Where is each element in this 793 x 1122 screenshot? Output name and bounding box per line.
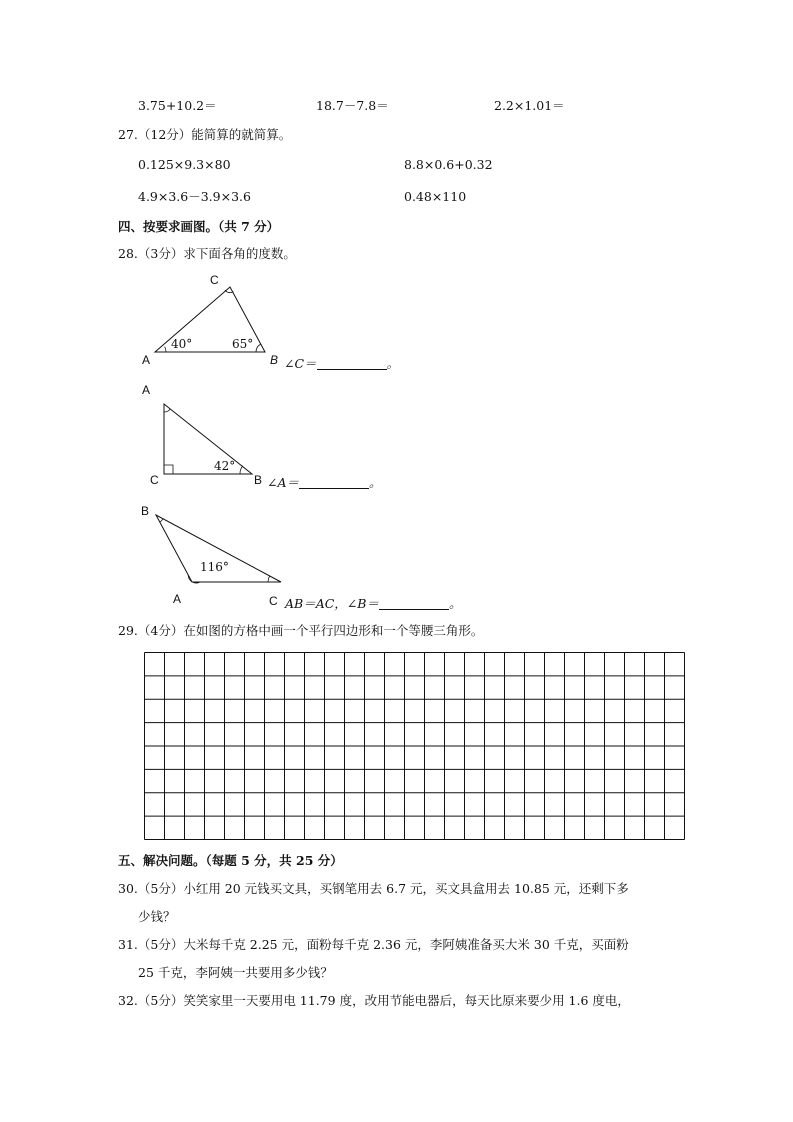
q27-item-a: 0.125×9.3×80 bbox=[138, 157, 231, 172]
tri1-angle-a: 40° bbox=[171, 337, 193, 351]
tri1-angle-b: 65° bbox=[232, 337, 254, 351]
drawing-grid[interactable] bbox=[144, 652, 685, 840]
q30-line-1: 30.（5分）小红用 20 元钱买文具，买钢笔用去 6.7 元，买文具盒用去 10.85 元，还剩下多 bbox=[118, 881, 629, 896]
q28-stem: 28.（3分）求下面各角的度数。 bbox=[118, 246, 296, 261]
tri1-label-c: C bbox=[210, 273, 219, 287]
q32-line-1: 32.（5分）笑笑家里一天要用电 11.79 度，改用节能电器后，每天比原来要少用 1.6 度电， bbox=[118, 993, 630, 1008]
tri2-answer: ∠A＝ 。 bbox=[267, 475, 382, 490]
tri1-label-b: B bbox=[270, 353, 279, 367]
tri3-label-b: B bbox=[141, 504, 150, 518]
q27-item-d: 0.48×110 bbox=[404, 189, 467, 204]
tri3-label-a: A bbox=[173, 592, 182, 606]
q27-stem: 27.（12分）能简算的就简算。 bbox=[118, 127, 292, 142]
tri1-answer: ∠C＝ 。 bbox=[284, 356, 400, 371]
q27-item-b: 8.8×0.6+0.32 bbox=[404, 157, 493, 172]
calc-item-18.7: 18.7－7.8＝ bbox=[316, 98, 389, 113]
tri2-label-b: B bbox=[254, 473, 263, 487]
angle-b-arc bbox=[160, 519, 163, 522]
tri3-label-c: C bbox=[269, 594, 278, 608]
calc-item-3.75: 3.75+10.2＝ bbox=[138, 98, 217, 113]
q27-item-c: 4.9×3.6－3.9×3.6 bbox=[138, 189, 251, 204]
tri2-label-c: C bbox=[150, 473, 159, 487]
tri1-label-a: A bbox=[142, 353, 151, 367]
calc-item-2.2: 2.2×1.01＝ bbox=[494, 98, 565, 113]
tri2-angle-b: 42° bbox=[214, 459, 236, 473]
tri3-answer-blank[interactable] bbox=[379, 597, 449, 610]
section-5-heading: 五、解决问题。（每题 5 分，共 25 分） bbox=[118, 853, 343, 868]
tri2-label-a: A bbox=[142, 383, 151, 397]
q30-line-2: 少钱？ bbox=[138, 909, 176, 924]
section-4-heading: 四、按要求画图。（共 7 分） bbox=[118, 219, 280, 234]
q31-line-1: 31.（5分）大米每千克 2.25 元，面粉每千克 2.36 元，李阿姨准备买大米 30 千克，买面粉 bbox=[118, 937, 629, 952]
tri3-angle-a: 116° bbox=[200, 560, 229, 574]
q31-line-2: 25 千克，李阿姨一共要用多少钱？ bbox=[138, 965, 333, 980]
angle-c-arc bbox=[268, 576, 270, 582]
q29-stem: 29.（4分）在如图的方格中画一个平行四边形和一个等腰三角形。 bbox=[118, 623, 484, 638]
tri3-answer: AB＝AC，∠B＝ 。 bbox=[285, 596, 462, 611]
